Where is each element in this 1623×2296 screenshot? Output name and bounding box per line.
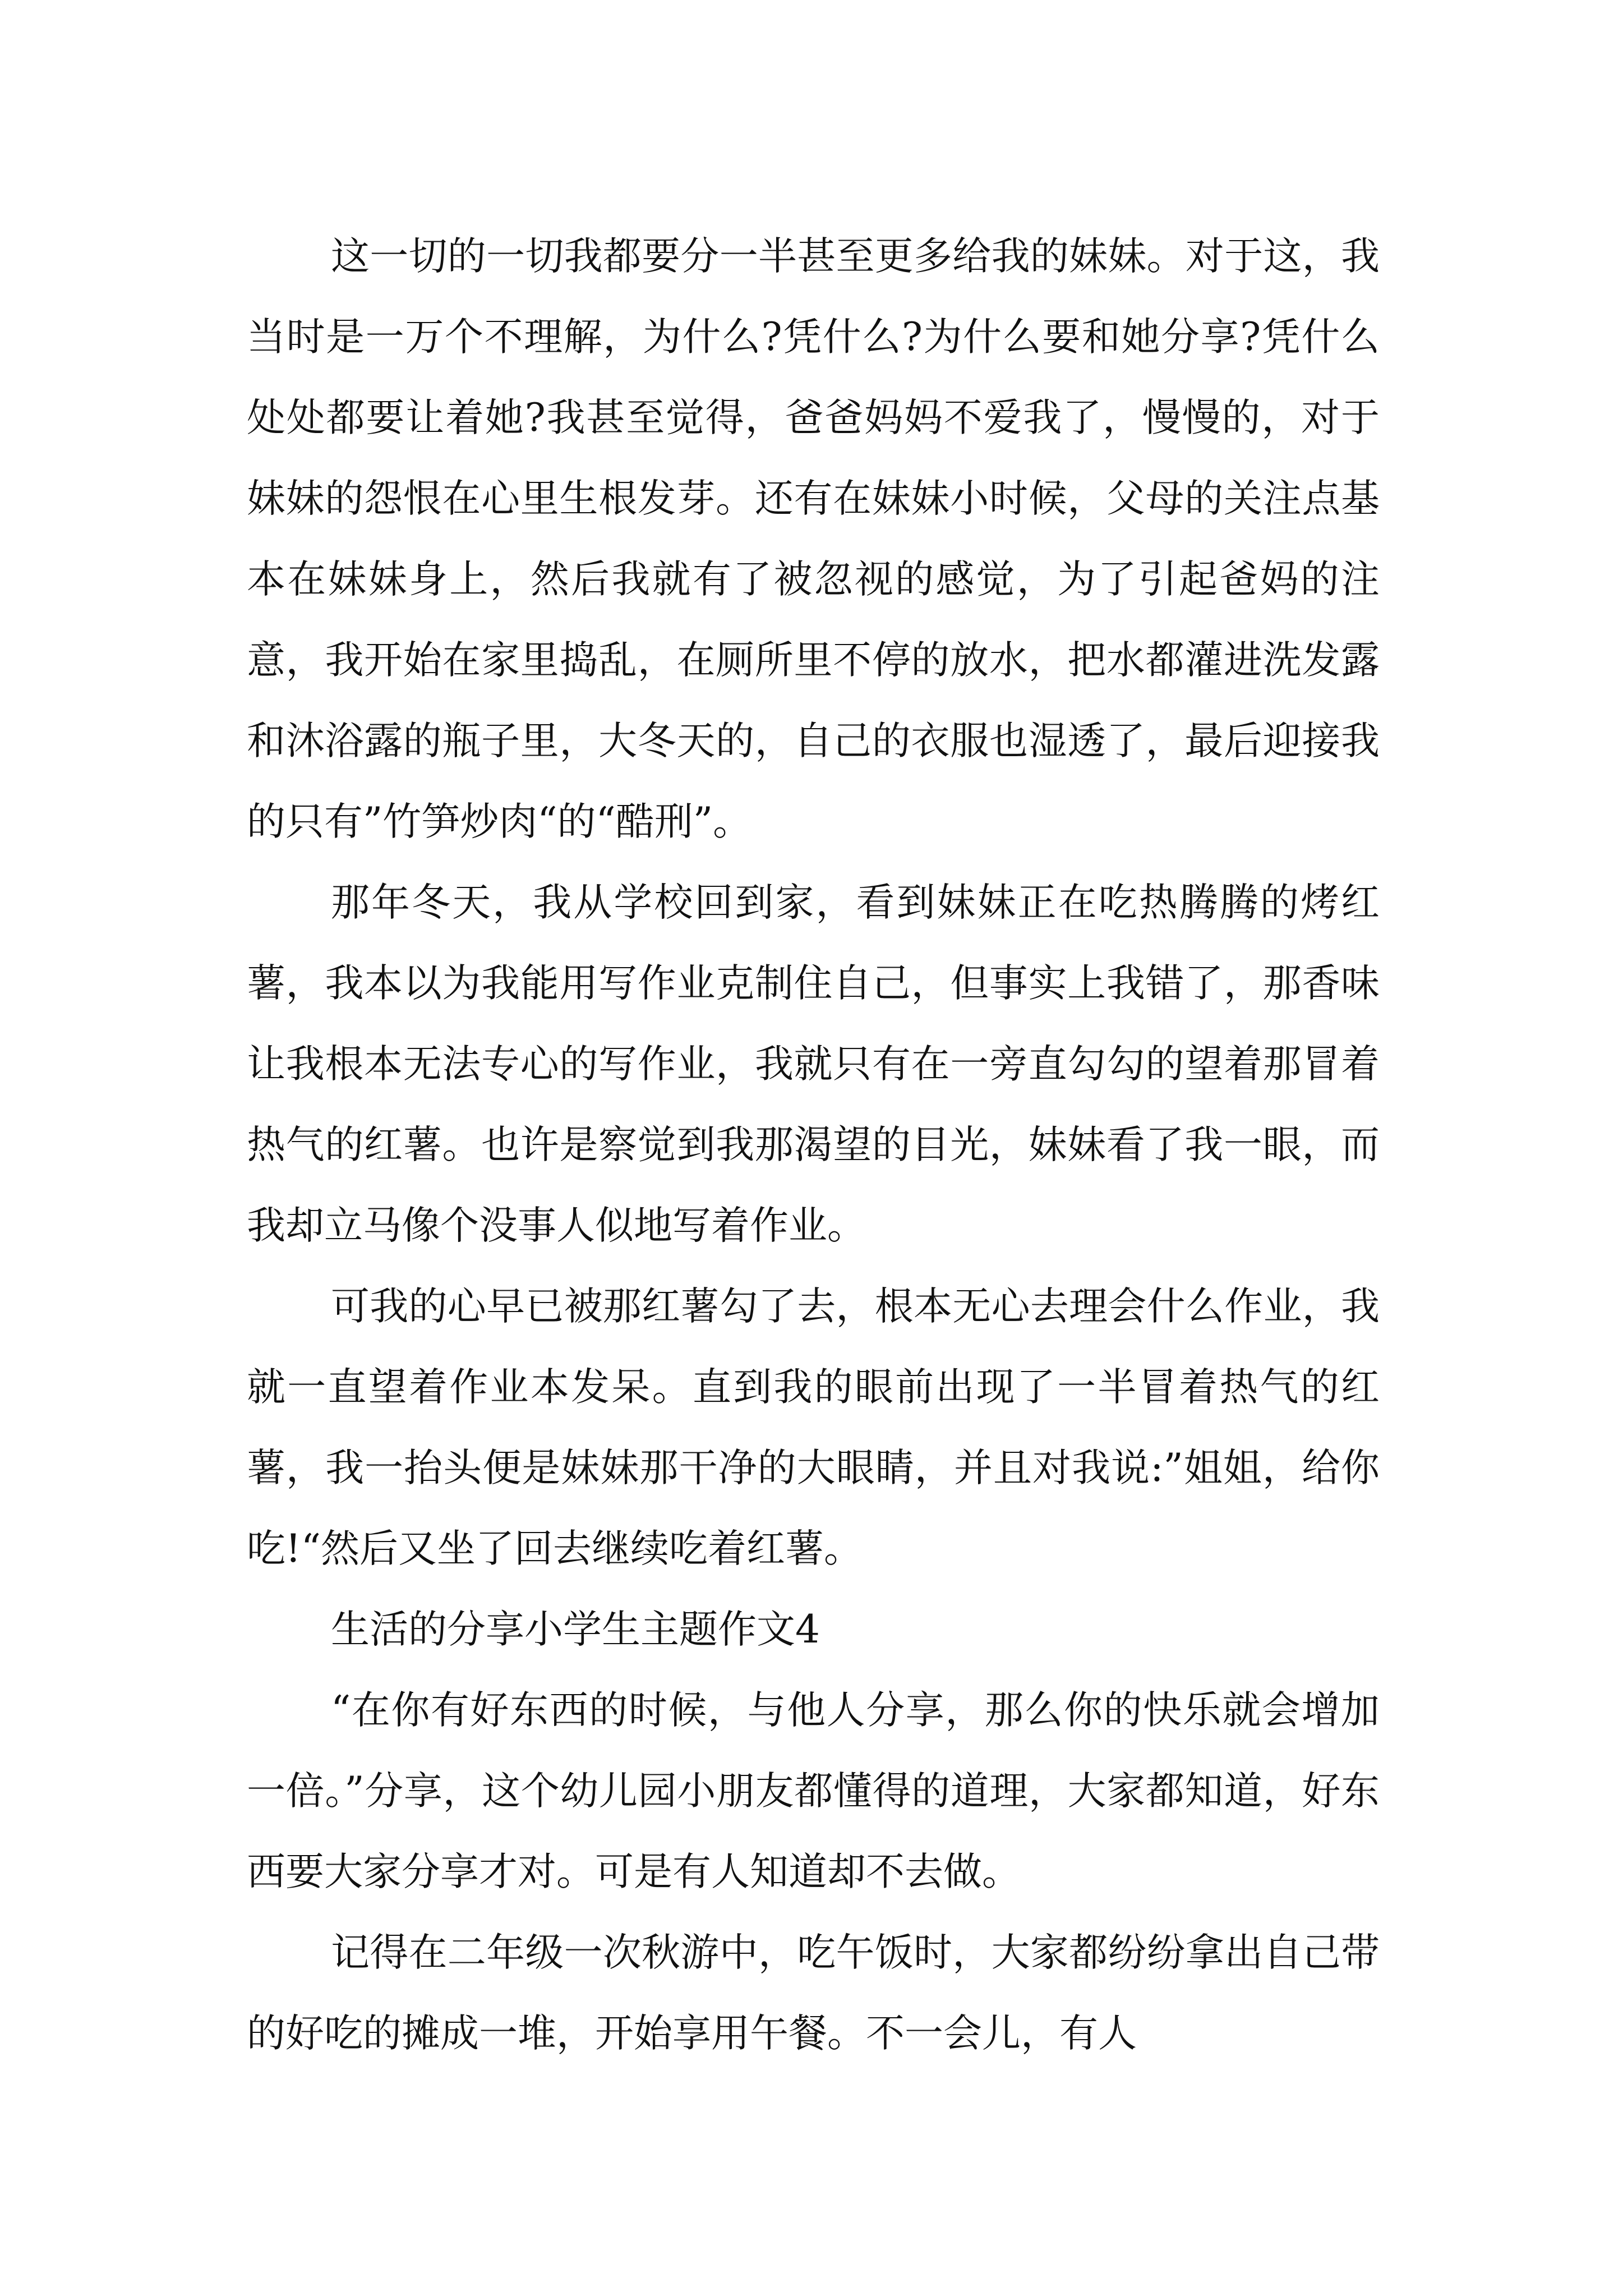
paragraph-autumn-outing: 记得在二年级一次秋游中，吃午饭时，大家都纷纷拿出自己带的好吃的摊成一堆，开始享用午餐。不一会儿，有人 (247, 1930, 1380, 2056)
paragraph-sharing-quote: “在你有好东西的时候，与他人分享，那么你的快乐就会增加一倍。”分享，这个幼儿园小朋友都懂得的道理，大家都知道，好东西要大家分享才对。可是有人知道却不去做。 (247, 1688, 1380, 1894)
paragraph-sister-sharing: 这一切的一切我都要分一半甚至更多给我的妹妹。对于这，我当时是一万个不理解，为什么?凭什么?为什么要和她分享?凭什么处处都要让着她?我甚至觉得，爸爸妈妈不爱我了，慢慢的，对于妹妹的怨恨在心里生根发芽。还有在妹妹小时候，父母的关注点基本在妹妹身上，然后我就有了被忽视的感觉，为了引起爸妈的注意，我开始在家里捣乱，在厕所里不停的放水，把水都灌进洗发露和沐浴露的瓶子里，大冬天的，自己的衣服也湿透了，最后迎接我的只有”竹笋炒肉“的“酷刑”。 (247, 234, 1380, 844)
paragraph-winter-sweet-potato: 那年冬天，我从学校回到家，看到妹妹正在吃热腾腾的烤红薯，我本以为我能用写作业克制住自己，但事实上我错了，那香味让我根本无法专心的写作业，我就只有在一旁直勾勾的望着那冒着热气的红薯。也许是察觉到我那渴望的目光，妹妹看了我一眼，而我却立马像个没事人似地写着作业。 (247, 880, 1380, 1248)
essay-title: 生活的分享小学生主题作文4 (331, 1607, 820, 1652)
paragraph-sister-gives-potato: 可我的心早已被那红薯勾了去，根本无心去理会什么作业，我就一直望着作业本发呆。直到我的眼前出现了一半冒着热气的红薯，我一抬头便是妹妹那干净的大眼睛，并且对我说:”姐姐，给你吃!“然后又坐了回去继续吃着红薯。 (247, 1284, 1380, 1571)
document-body (247, 216, 1380, 2074)
